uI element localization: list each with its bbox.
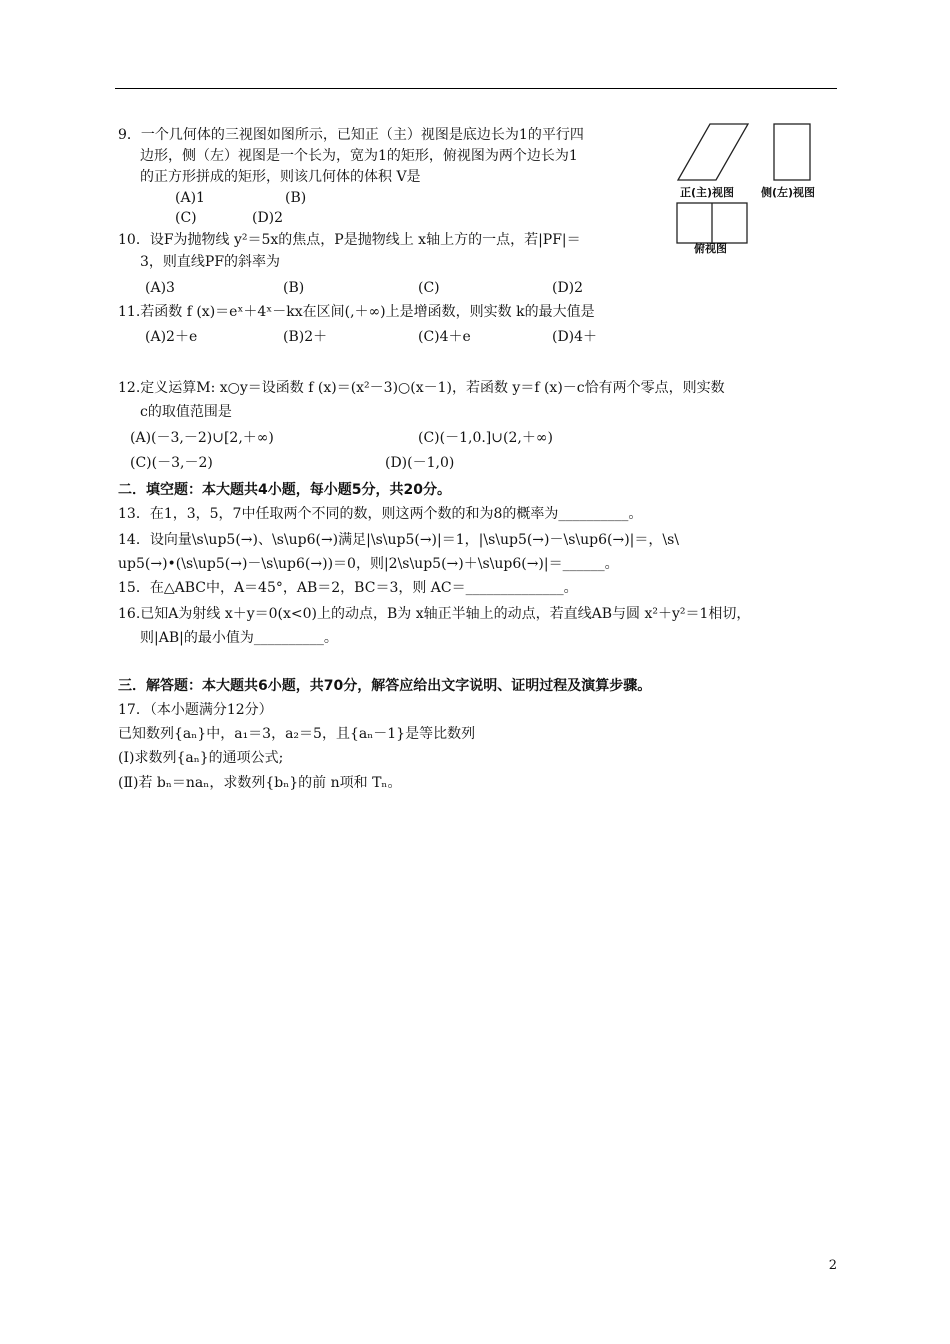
three-view-figure	[670, 120, 840, 260]
q12-option-a: (A)(－3,－2)∪[2,＋∞)	[130, 430, 274, 446]
q12-option-c: (C)(－3,－2)	[130, 455, 213, 471]
q14-line1: 14．设向量\s\up5(→)、\s\up6(→)满足|\s\up5(→)|＝1，|\s\up5(→)－\s\up6(→)|＝，\s\	[118, 532, 679, 548]
q9-line1: 9．一个几何体的三视图如图所示，已知正（主）视图是底边长为1的平行四	[118, 127, 584, 143]
q10-option-c: (C)	[418, 280, 440, 296]
q9-line2: 边形，侧（左）视图是一个长为，宽为1的矩形，俯视图为两个边长为1	[140, 148, 578, 164]
top-view-label: 俯视图	[694, 242, 727, 255]
page-number: 2	[828, 1258, 837, 1273]
q11-line1: 11.若函数 f (x)＝eˣ＋4ˣ－kx在区间(,＋∞)上是增函数，则实数 k的最大值是	[118, 304, 595, 320]
q16-line2: 则|AB|的最小值为__________。	[140, 630, 338, 646]
q12-line2: c的取值范围是	[140, 404, 232, 420]
q15-text: 15．在△ABC中，A＝45°，AB＝2，BC＝3，则 AC＝______________。	[118, 580, 578, 596]
q17-part2: (Ⅱ)若 bₙ＝naₙ，求数列{bₙ}的前 n项和 Tₙ。	[118, 775, 402, 791]
side-view-label: 侧(左)视图	[761, 186, 816, 199]
header-rule	[115, 88, 837, 89]
q9-option-a: (A)1	[175, 190, 205, 206]
q9-option-b: (B)	[285, 190, 307, 206]
q11-option-d: (D)4＋	[552, 329, 598, 345]
q9-line3: 的正方形拼成的矩形，则该几何体的体积 V是	[140, 169, 421, 185]
q13-text: 13．在1，3，5，7中任取两个不同的数，则这两个数的和为8的概率为__________。	[118, 506, 643, 522]
front-view-label: 正(主)视图	[680, 186, 735, 199]
q9-option-c: (C)	[175, 210, 197, 226]
q11-option-c: (C)4＋e	[418, 329, 471, 345]
q9-option-d: (D)2	[252, 210, 284, 226]
section2-heading: 二．填空题：本大题共4小题，每小题5分，共20分。	[118, 482, 451, 498]
section3-heading: 三．解答题：本大题共6小题，共70分，解答应给出文字说明、证明过程及演算步骤。	[118, 678, 652, 694]
q11-option-b: (B)2＋	[283, 329, 328, 345]
q12-option-d: (D)(－1,0)	[385, 455, 455, 471]
q10-line2: 3，则直线PF的斜率为	[140, 254, 281, 270]
q17-line1: 已知数列{aₙ}中，a₁＝3，a₂＝5，且{aₙ－1}是等比数列	[118, 726, 476, 742]
q11-option-a: (A)2＋e	[145, 329, 198, 345]
q10-option-b: (B)	[283, 280, 305, 296]
q12-option-b: (C)(－1,0.]∪(2,＋∞)	[418, 430, 553, 446]
q10-line1: 10．设F为抛物线 y²＝5x的焦点，P是抛物线上 x轴上方的一点，若|PF|＝	[118, 232, 581, 248]
q17-header: 17．（本小题满分12分）	[118, 702, 273, 718]
q14-line2: up5(→)•(\s\up5(→)－\s\up6(→))＝0，则|2\s\up5(→)＋\s\up6(→)|＝______。	[118, 556, 619, 572]
q17-part1: (Ⅰ)求数列{aₙ}的通项公式;	[118, 750, 284, 766]
front-view-diagram	[670, 120, 840, 190]
q16-line1: 16.已知A为射线 x＋y＝0(x<0)上的动点，B为 x轴正半轴上的动点，若直线AB与圆 x²＋y²＝1相切，	[118, 606, 751, 622]
q10-option-a: (A)3	[145, 280, 175, 296]
q10-option-d: (D)2	[552, 280, 584, 296]
q12-line1: 12.定义运算M: x○y＝设函数 f (x)＝(x²－3)○(x－1)，若函数 y＝f (x)－c恰有两个零点，则实数	[118, 380, 725, 396]
